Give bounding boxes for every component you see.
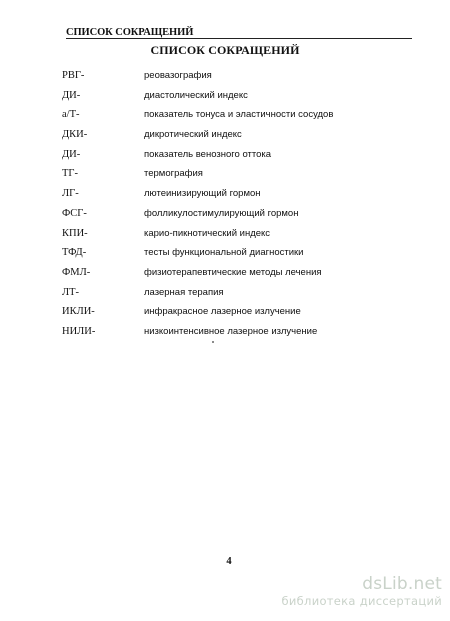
abbreviation-term: ДИ-: [62, 89, 81, 101]
abbreviation-term: ТГ-: [62, 168, 78, 180]
abbreviation-term: ДКИ-: [62, 129, 88, 141]
abbreviation-row: [62, 247, 362, 267]
abbreviation-definition: лазерная терапия: [144, 286, 224, 298]
abbreviation-row: [62, 208, 362, 228]
abbreviation-row: [62, 188, 362, 208]
abbreviation-definition: низкоинтенсивное лазерное излучение: [144, 325, 318, 337]
abbreviation-term: ЛТ-: [62, 286, 80, 298]
abbreviation-definition: показатель венозного оттока: [144, 148, 272, 160]
abbreviation-definition: лютеинизирующий гормон: [144, 188, 261, 200]
abbreviation-term: РВГ-: [62, 70, 85, 81]
abbreviation-list: [62, 70, 362, 346]
abbreviation-row: [62, 287, 362, 307]
abbreviation-term: ТФД-: [62, 247, 87, 259]
abbreviation-term: ЛГ-: [62, 188, 79, 200]
abbreviation-row: [62, 267, 362, 287]
abbreviation-definition: фолликулостимулирующий гормон: [144, 207, 299, 219]
abbreviation-row: [62, 228, 362, 248]
abbreviation-definition: тесты функциональной диагностики: [144, 247, 304, 259]
abbreviation-definition: физиотерапевтические методы лечения: [144, 266, 322, 278]
watermark-logo: dsLib.net: [362, 574, 442, 594]
abbreviation-row: [62, 70, 362, 90]
page-title: СПИСОК СОКРАЩЕНИЙ: [150, 43, 300, 57]
page-number: 4: [226, 556, 232, 567]
abbreviation-row: [62, 306, 362, 326]
abbreviation-definition: инфракрасное лазерное излучение: [144, 306, 301, 318]
header-rule: [66, 38, 412, 39]
running-header: СПИСОК СОКРАЩЕНИЙ: [66, 27, 194, 38]
abbreviation-row: [62, 129, 362, 149]
abbreviation-definition: реовазография: [144, 70, 212, 81]
abbreviation-definition: карио-пикнотический индекс: [144, 227, 271, 239]
scan-speck: [212, 341, 214, 343]
abbreviation-row: [62, 109, 362, 129]
abbreviation-row: [62, 90, 362, 110]
abbreviation-definition: дикротический индекс: [144, 129, 242, 141]
abbreviation-definition: показатель тонуса и эластичности сосудов: [144, 109, 334, 121]
abbreviation-term: КПИ-: [62, 227, 88, 239]
abbreviation-term: НИЛИ-: [62, 325, 96, 337]
abbreviation-row: [62, 168, 362, 188]
watermark: [281, 576, 442, 608]
watermark-tagline: библиотека диссертаций: [281, 594, 442, 608]
abbreviation-definition: термография: [144, 168, 203, 180]
abbreviation-term: а/Т-: [62, 109, 80, 121]
abbreviation-term: ФМЛ-: [62, 266, 91, 278]
abbreviation-term: ФСГ-: [62, 207, 87, 219]
abbreviation-term: ДИ-: [62, 148, 81, 160]
abbreviation-row: [62, 149, 362, 169]
abbreviation-definition: диастолический индекс: [144, 89, 248, 101]
abbreviation-term: ИКЛИ-: [62, 306, 95, 318]
